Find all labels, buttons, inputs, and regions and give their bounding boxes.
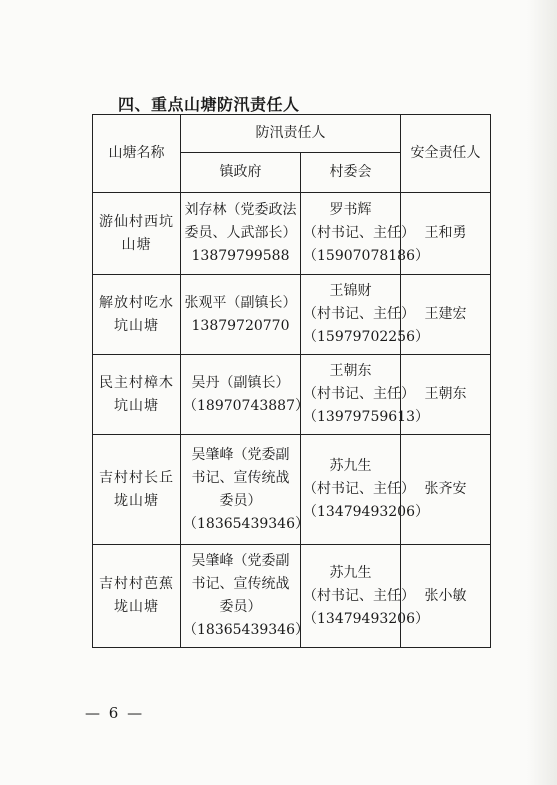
header-village-committee: 村委会: [301, 153, 401, 193]
village-committee-cell-line: （15979702256）: [303, 329, 429, 345]
town-gov-cell-line: （18970743887）: [183, 397, 309, 414]
pond-name-cell-line: 坑山塘: [114, 317, 159, 334]
village-committee-cell-line: （13979759613）: [303, 409, 429, 425]
town-gov-cell-line: 13879720770: [191, 317, 290, 334]
village-committee-cell: [301, 355, 429, 435]
village-committee-cell-line: 罗书辉: [329, 202, 372, 218]
safety-person-cell: 王和勇: [401, 193, 491, 275]
village-committee-cell-line: （村书记、主任）: [303, 306, 415, 322]
village-committee-cell-line: （13479493206）: [303, 504, 429, 520]
town-gov-cell: [181, 355, 309, 435]
pond-name-cell: [93, 435, 181, 545]
town-gov-cell-line: 13879799588: [191, 248, 290, 264]
village-committee-cell-line: （13479493206）: [303, 610, 429, 627]
header-town-gov: 镇政府: [181, 153, 301, 193]
town-gov-cell-line: （18365439346）: [183, 622, 309, 638]
town-gov-cell-line: 委员）: [219, 599, 262, 615]
pond-name-cell: [93, 545, 181, 648]
village-committee-cell: [301, 193, 429, 275]
pond-name-cell: [93, 275, 181, 355]
pond-name-cell-line: 坑山塘: [114, 397, 159, 414]
town-gov-cell-line: 委员）: [219, 492, 262, 509]
header-safety: 安全责任人: [401, 115, 491, 193]
village-committee-cell-line: （村书记、主任）: [303, 225, 415, 241]
safety-person-cell: 王朝东: [401, 355, 491, 435]
safety-person-cell: 王建宏: [401, 275, 491, 355]
town-gov-cell: [181, 435, 309, 545]
town-gov-cell-line: 书记、宣传统战: [191, 469, 290, 486]
village-committee-cell: [301, 275, 429, 355]
village-committee-cell-line: 王锦财: [329, 283, 372, 299]
pond-name-cell-line: 垅山塘: [114, 492, 159, 509]
pond-name-cell-line: 解放村吃水: [99, 294, 174, 311]
table-row: [93, 275, 491, 355]
table-row: [93, 545, 491, 648]
pond-name-cell: [93, 193, 181, 275]
village-committee-cell-line: （村书记、主任）: [303, 481, 415, 497]
town-gov-cell-line: （18365439346）: [183, 515, 309, 532]
header-row-1: [93, 115, 491, 153]
pond-name-cell-line: 游仙村西坑: [99, 213, 174, 230]
village-committee-cell-line: 王朝东: [329, 363, 372, 379]
town-gov-cell: [181, 545, 309, 648]
section-title: 四、重点山塘防汛责任人: [118, 95, 300, 114]
pond-name-cell-line: 吉村村芭蕉: [99, 576, 174, 592]
town-gov-cell-line: 刘存林（党委政法: [184, 202, 297, 218]
table-row: [93, 193, 491, 275]
village-committee-cell: [301, 435, 429, 545]
pond-name-cell-line: 垅山塘: [114, 599, 159, 615]
table-body: [93, 193, 491, 648]
pond-name-cell-line: 民主村樟木: [99, 374, 174, 391]
header-flood-control: 防汛责任人: [181, 115, 401, 153]
town-gov-cell-line: 书记、宣传统战: [191, 576, 290, 592]
town-gov-cell-line: 吴肇峰（党委副: [191, 446, 290, 463]
village-committee-cell: [301, 545, 429, 648]
town-gov-cell-line: 吴肇峰（党委副: [191, 553, 290, 569]
page-number: — 6 —: [85, 704, 145, 722]
pond-name-cell-line: 山塘: [121, 236, 152, 253]
town-gov-cell: [181, 193, 301, 275]
village-committee-cell-line: 苏九生: [329, 458, 372, 474]
safety-person-cell: 张小敏: [401, 545, 491, 648]
responsibility-table: [92, 114, 491, 648]
table-row: [93, 435, 491, 545]
town-gov-cell-line: 张观平（副镇长）: [184, 294, 297, 311]
village-committee-cell-line: （村书记、主任）: [303, 386, 415, 402]
table-row: [93, 355, 491, 435]
safety-person-cell: 张齐安: [401, 435, 491, 545]
pond-name-cell-line: 吉村村长丘: [99, 469, 174, 486]
village-committee-cell-line: （15907078186）: [303, 248, 429, 264]
page-edge-shadow: [527, 0, 557, 785]
town-gov-cell-line: 吴丹（副镇长）: [191, 374, 290, 391]
village-committee-cell-line: （村书记、主任）: [303, 587, 415, 604]
town-gov-cell-line: 委员、人武部长）: [184, 225, 297, 241]
pond-name-cell: [93, 355, 181, 435]
town-gov-cell: [181, 275, 301, 355]
village-committee-cell-line: 苏九生: [329, 564, 372, 581]
header-pond-name: 山塘名称: [93, 115, 181, 193]
